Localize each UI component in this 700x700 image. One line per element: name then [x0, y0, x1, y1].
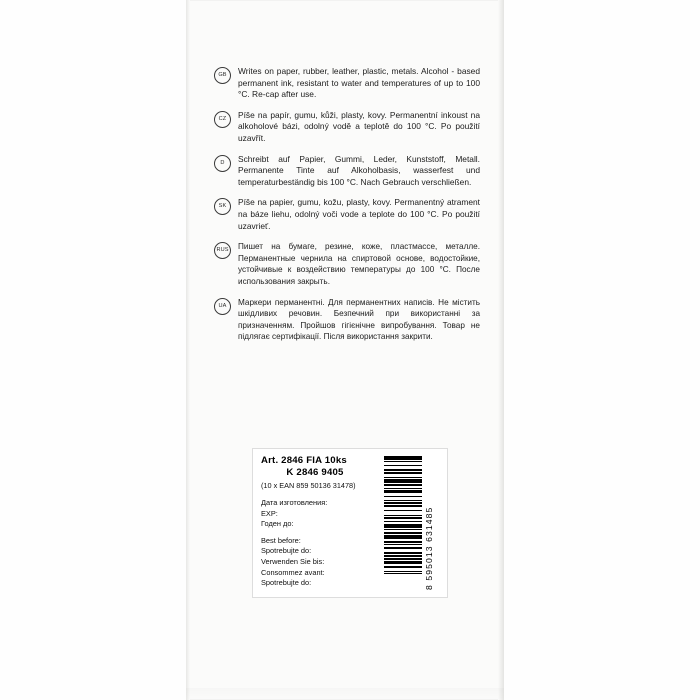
product-label: [252, 448, 448, 598]
label-field: Consommez avant:: [261, 567, 325, 577]
instruction-block-cz: [214, 110, 480, 145]
instruction-text: Píše na papier, gumu, kožu, plasty, kovy. Permanentný atrament na báze liehu, odolný voči vode a teplote do 100 °C. Po použití uzavrieť.: [238, 197, 480, 231]
label-field: Дата изготовления:: [261, 498, 328, 507]
instruction-block-ua: [214, 297, 480, 343]
product-code: K 2846 9405: [286, 467, 344, 478]
label-text-block: [261, 455, 379, 589]
label-field: Spotrebujte do:: [261, 578, 312, 588]
instruction-block-rus: [214, 241, 480, 287]
box-bottom-shadow: [186, 688, 504, 700]
label-field: Spotrebujte do:: [261, 546, 312, 556]
box-edge-left: [186, 0, 190, 700]
box-edge-right: [498, 0, 504, 700]
instruction-text: Маркери перманентні. Для перманентних написів. Не містить шкідливих речовин. Безпечний при використанні за призначенням. Пройшов гігієнічне випробування. Товар не підлягає сертифікації. Після використання закрити.: [238, 297, 480, 342]
language-code-badge: UA: [214, 298, 231, 315]
page-background-right: [504, 0, 700, 700]
label-field: EXP:: [261, 508, 278, 518]
label-field: Verwenden Sie bis:: [261, 556, 325, 566]
ean-note: (10 x EAN 859 50136 31478): [261, 481, 356, 490]
article-number: Art. 2846 FIA 10ks: [261, 455, 347, 466]
language-code-badge: RUS: [214, 242, 231, 259]
barcode-icon: [384, 456, 422, 578]
instruction-block-gb: [214, 66, 480, 101]
language-code-badge: SK: [214, 198, 231, 215]
instructions-list: [214, 66, 480, 352]
language-code-badge: GB: [214, 67, 231, 84]
language-code-badge: D: [214, 155, 231, 172]
label-field: Best before:: [261, 535, 301, 545]
barcode-area: [384, 456, 440, 590]
instruction-text: Пишет на бумаге, резине, коже, пластмассе, металле. Перманентные чернила на спиртовой основе, водостойкие, устойчивые к воздействию температуры до 100 °C. После использования закрыть.: [238, 242, 480, 286]
instruction-text: Píše na papír, gumu, kůži, plasty, kovy. Permanentní inkoust na alkoholové bázi, odolný vodě a teplotě do 100 °C. Po použití uzavřít.: [238, 109, 480, 143]
barcode-number: 8 595013 631485: [424, 506, 434, 590]
label-field: Годен до:: [261, 519, 294, 529]
instruction-text: Schreibt auf Papier, Gummi, Leder, Kunststoff, Metall. Permanente Tinte auf Alkoholbasis, wasserfest und temperaturbeständig bis 100 °C. Nach Gebrauch verschließen.: [238, 153, 480, 187]
page-background-left: [0, 0, 186, 700]
instruction-block-sk: [214, 197, 480, 232]
instruction-text: Writes on paper, rubber, leather, plastic, metals. Alcohol - based permanent ink, resistant to water and temperatures of up to 100 °C. Re-cap after use.: [238, 66, 480, 100]
instruction-block-d: [214, 154, 480, 189]
language-code-badge: CZ: [214, 111, 231, 128]
barcode-bar: [384, 574, 422, 578]
